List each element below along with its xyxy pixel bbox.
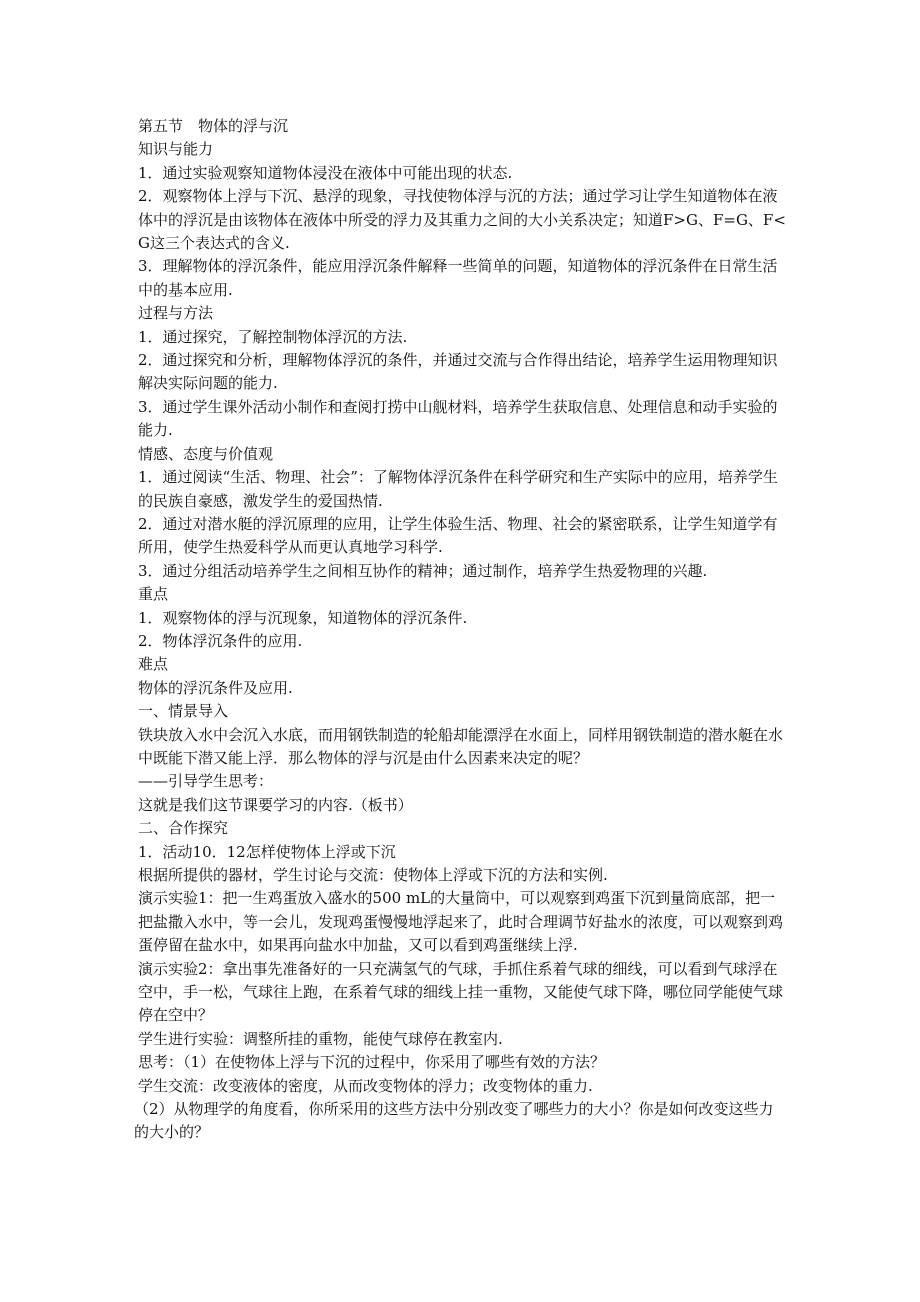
paragraph: 这就是我们这节课要学习的内容.（板书） xyxy=(138,795,413,814)
paragraph: 演示实验2：拿出事先准备好的一只充满氢气的气球，手抓住系着气球的细线，可以看到气球浮在空中，手一松，气球往上跑，在系着气球的细线上挂一重物，又能使气球下降，哪位同学能使气球停在空中？ xyxy=(138,959,784,1025)
paragraph: 3．通过学生课外活动小制作和查阅打捞中山舰材料，培养学生获取信息、处理信息和动手实验的能力. xyxy=(138,397,778,440)
section-title: 第五节 物体的浮与沉 xyxy=(138,117,289,135)
heading-emotion-attitude-values: 情感、态度与价值观 xyxy=(138,444,274,463)
paragraph: 3．理解物体的浮沉条件，能应用浮沉条件解释一些简单的问题，知道物体的浮沉条件在日常生活中的基本应用. xyxy=(138,257,778,299)
paragraph: （2）从物理学的角度看，你所采用的这些方法中分别改变了哪些力的大小？你是如何改变这些力的大小的？ xyxy=(134,1100,774,1142)
paragraph: 思考：（1）在使物体上浮与下沉的过程中，你采用了哪些有效的方法？ xyxy=(138,1053,606,1072)
paragraph: 2．通过对潜水艇的浮沉原理的应用，让学生体验生活、物理、社会的紧密联系，让学生知道学有所用，使学生热爱科学从而更认真地学习科学. xyxy=(138,514,778,557)
paragraph: 学生进行实验：调整所挂的重物，能使气球停在教室内. xyxy=(138,1029,503,1048)
paragraph: 2．观察物体上浮与下沉、悬浮的现象，寻找使物体浮与沉的方法；通过学习让学生知道物体在液体中的浮沉是由该物体在液体中所受的浮力及其重力之间的大小关系决定；知道F>G、F=G、F<G这三个表达式的含义. xyxy=(138,187,786,253)
heading-cooperative-exploration: 二、合作探究 xyxy=(138,819,229,838)
paragraph: 铁块放入水中会沉入水底，而用钢铁制造的轮船却能漂浮在水面上，同样用钢铁制造的潜水艇在水中既能下潜又能上浮．那么物体的浮与沉是由什么因素来决定的呢？ xyxy=(138,725,784,767)
heading-key-points: 重点 xyxy=(138,585,169,604)
heading-scenario-intro: 一、情景导入 xyxy=(138,702,229,721)
heading-difficulties: 难点 xyxy=(138,655,169,674)
paragraph: 1．活动10．12怎样使物体上浮或下沉 xyxy=(138,842,396,861)
paragraph: 1．观察物体的浮与沉现象，知道物体的浮沉条件. xyxy=(138,608,468,627)
paragraph: 2．通过探究和分析，理解物体浮沉的条件，并通过交流与合作得出结论，培养学生运用物理知识解决实际问题的能力. xyxy=(138,351,778,393)
paragraph: 学生交流：改变液体的密度，从而改变物体的浮力；改变物体的重力. xyxy=(138,1076,593,1095)
paragraph: 2．物体浮沉条件的应用. xyxy=(138,631,303,650)
paragraph: 1．通过实验观察知道物体浸没在液体中可能出现的状态. xyxy=(138,163,513,182)
paragraph: 1．通过探究，了解控制物体浮沉的方法. xyxy=(138,327,408,346)
heading-knowledge-ability: 知识与能力 xyxy=(138,140,214,159)
paragraph: 1．通过阅读“生活、物理、社会”：了解物体浮沉条件在科学研究和生产实际中的应用，培养学生的民族自豪感，激发学生的爱国热情. xyxy=(138,468,778,510)
paragraph: ——引导学生思考： xyxy=(138,772,274,791)
paragraph: 根据所提供的器材，学生讨论与交流：使物体上浮或下沉的方法和实例. xyxy=(138,866,608,884)
paragraph: 演示实验1：把一生鸡蛋放入盛水的500 mL的大量筒中，可以观察到鸡蛋下沉到量筒底部，把一把盐撒入水中，等一会儿，发现鸡蛋慢慢地浮起来了，此时合理调节好盐水的浓度，可以观察到鸡蛋停留在盐水中，如果再向盐水中加盐，又可以看到鸡蛋继续上浮. xyxy=(138,889,784,955)
heading-process-method: 过程与方法 xyxy=(138,304,214,323)
paragraph: 物体的浮沉条件及应用. xyxy=(138,678,293,697)
document-body xyxy=(134,115,788,1145)
paragraph: 3．通过分组活动培养学生之间相互协作的精神；通过制作，培养学生热爱物理的兴趣. xyxy=(138,561,708,580)
